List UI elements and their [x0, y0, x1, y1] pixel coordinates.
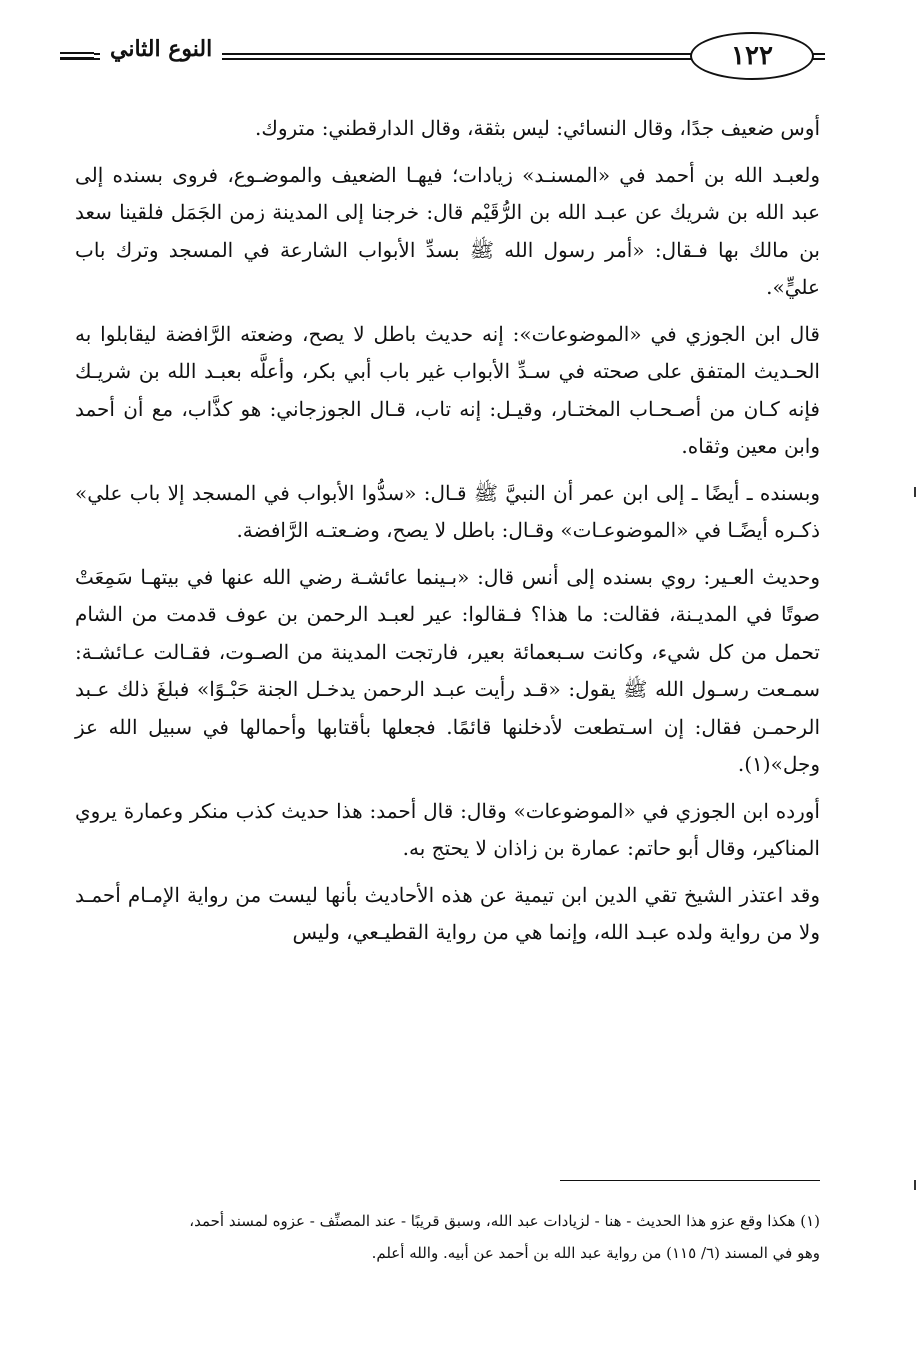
scan-edge-mark: [914, 487, 916, 497]
page-header: [60, 28, 825, 78]
scan-edge-mark: [914, 1180, 916, 1190]
section-title: النوع الثاني: [100, 36, 222, 62]
paragraph: وقد اعتذر الشيخ تقي الدين ابن تيمية عن هذه الأحاديث بأنها ليست من رواية الإمـام أحمـد ولا من رواية ولده عبـد الله، وإنما هي من رواية القطيـعي، وليس: [75, 882, 820, 944]
paragraph: وحديث العـير: روي بسنده إلى أنس قال: «بـينما عائشـة رضي الله عنها في بيتهـا سَمِعَتْ صوتًا في المديـنة، فقالت: ما هذا؟ فـقالوا: عير لعبـد الرحمن بن عوف قدمت من الشام تحمل من كل شيء، وكانت سـبعمائة بعير، فارتجت المدينة من الصـوت، فقـالت عـائشـة: سمـعت رسـول الله ﷺ يقول: «قـد رأيت عبـد الرحمن يدخـل الجنة حَبْـوًا» فبلغَ ذلك عـبد الرحمـن فقال: إن اسـتطعت لأدخلنها قائمًا. فجعلها بأقتابها وأحمالها في سبيل الله عز وجل»(١).: [75, 564, 820, 776]
header-dash: [60, 52, 94, 59]
paragraph: قال ابن الجوزي في «الموضوعات»: إنه حديث باطل لا يصح، وضعته الرَّافضة ليقابلوا به الحـديث المتفق على صحته في سـدِّ الأبواب غير باب أبي بكر، وأعلَّه بعبـد الله بن شريـك فإنه كـان من أصـحـاب المختـار، وقيـل: إنه تاب، قـال الجوزجاني: هو كذَّاب، مع أن أحمد وابن معين وثقاه.: [75, 321, 820, 458]
footnote-line: (١) هكذا وقع عزو هذا الحديث - هنا - لزيادات عبد الله، وسبق قريبًا - عند المصنِّف - عزوه لمسند أحمد،: [189, 1212, 820, 1230]
main-text: [75, 110, 820, 961]
paragraph: أوس ضعيف جدًا، وقال النسائي: ليس بثقة، وقال الدارقطني: متروك.: [255, 116, 820, 140]
footnote-line: وهو في المسند (٦/ ١١٥) من رواية عبد الله بن أحمد عن أبيه. والله أعلم.: [371, 1244, 820, 1262]
footnotes: [75, 1205, 820, 1269]
paragraph: وبسنده ـ أيضًا ـ إلى ابن عمر أن النبيَّ ﷺ قـال: «سدُّوا الأبواب في المسجد إلا باب علي» ذكـره أيضًـا في «الموضوعـات» وقـال: باطل لا يصح، وضـعتـه الرَّافضة.: [75, 480, 820, 542]
paragraph: ولعبـد الله بن أحمد في «المسنـد» زيادات؛ فيهـا الضعيف والموضـوع، فروى بسنده إلى عبد الله بن شريك عن عبـد الله بن الرُّقَيْم قال: خرجنا إلى المدينة زمن الجَمَل فلقينا سعد بن مالك بها فـقال: «أمر رسول الله ﷺ بسدِّ الأبواب الشارعة في المسجد وترك باب عليٍّ».: [75, 162, 820, 299]
paragraph: أورده ابن الجوزي في «الموضوعات» وقال: قال أحمد: هذا حديث كذب منكر وعمارة يروي المناكير، وقال أبو حاتم: عمارة بن زاذان لا يحتج به.: [75, 798, 820, 860]
page-number: ١٢٢: [690, 32, 814, 80]
footnote-separator: [560, 1180, 820, 1181]
